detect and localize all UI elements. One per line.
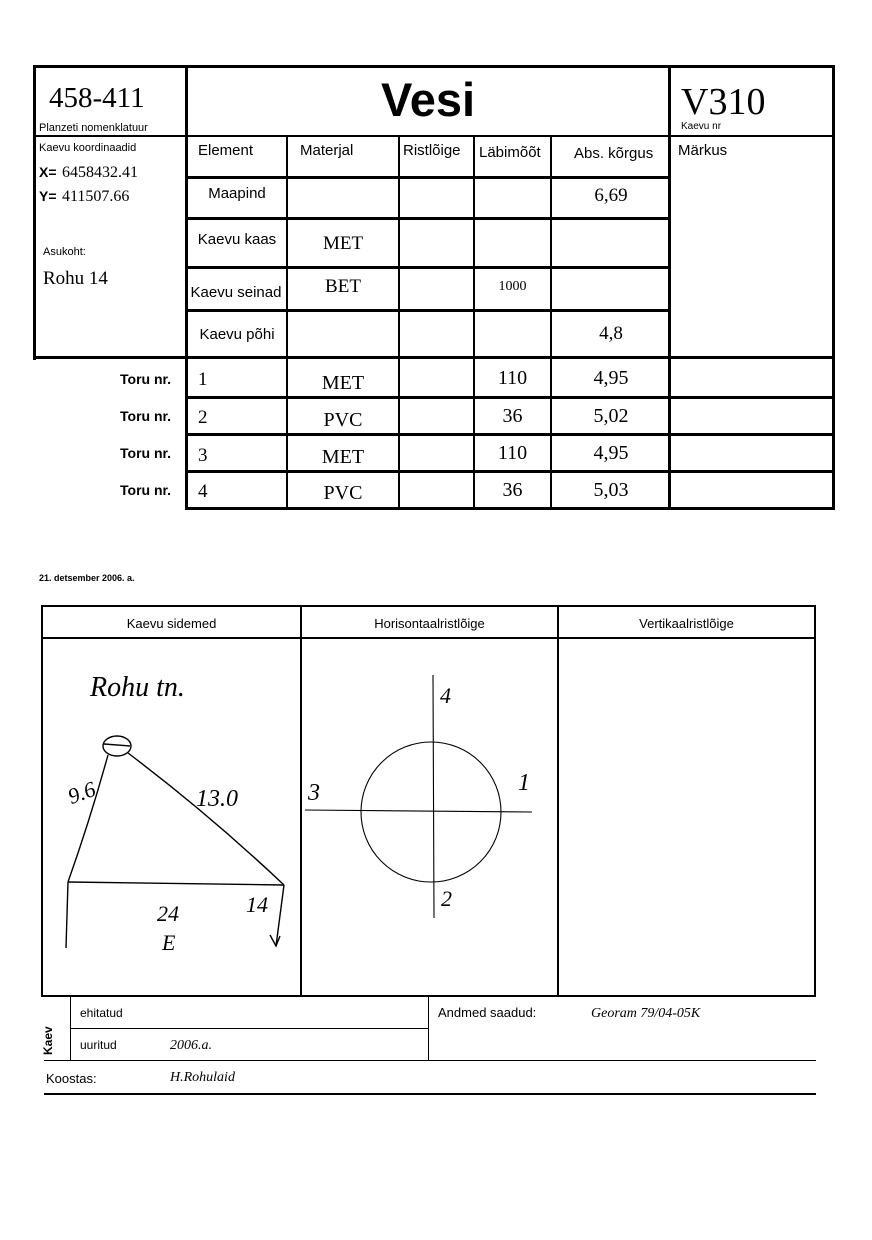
coordinates-label: Kaevu koordinaadid <box>39 142 137 154</box>
row-element: Maapind <box>208 185 266 202</box>
horizontal-section-sketch <box>305 675 532 918</box>
pipe-diameter: 36 <box>502 405 523 427</box>
built-label: ehitatud <box>80 1006 123 1020</box>
handwritten-street: Rohu tn. <box>90 672 185 703</box>
pipe-axis-horizontal <box>305 810 532 812</box>
pipe-material: PVC <box>323 409 363 431</box>
row-diameter: 1000 <box>498 279 527 294</box>
handwritten-pipe-number: 4 <box>440 683 451 708</box>
row-element: Kaevu põhi <box>199 326 275 343</box>
pipe-label: Toru nr. <box>120 445 172 461</box>
pipe-label: Toru nr. <box>120 408 172 424</box>
pipe-diameter: 110 <box>497 442 528 464</box>
col-element: Element <box>198 142 254 159</box>
row-element: Kaevu seinad <box>190 284 282 301</box>
col-abs-height: Abs. kõrgus <box>574 145 654 162</box>
surveyed-value: 2006.a. <box>170 1038 212 1053</box>
document-date: 21. detsember 2006. a. <box>39 573 135 583</box>
sketch-header-connections: Kaevu sidemed <box>126 616 217 631</box>
well-number-label: Kaevu nr <box>681 121 722 132</box>
surveyed-label: uuritud <box>80 1038 117 1052</box>
x-value: 6458432.41 <box>62 164 138 181</box>
connection-line <box>128 753 284 885</box>
col-section: Ristlõige <box>403 142 461 159</box>
pipe-label: Toru nr. <box>120 482 172 498</box>
handwritten-distance: 24 <box>157 901 179 926</box>
pipe-abs-height: 5,03 <box>593 479 629 501</box>
x-label: X= <box>39 164 57 180</box>
side-label: Kaev <box>41 1026 55 1055</box>
pipe-number: 4 <box>198 481 208 502</box>
col-notes: Märkus <box>678 142 728 159</box>
pipe-diameter: 110 <box>497 367 528 389</box>
page-title: Vesi <box>380 73 476 126</box>
location-label: Asukoht: <box>43 246 86 258</box>
well-number: V310 <box>681 81 766 123</box>
row-abs-height: 6,69 <box>594 185 628 206</box>
sheet-number-label: Planzeti nomenklatuur <box>39 122 148 134</box>
pipe-abs-height: 5,02 <box>593 405 629 427</box>
sketch-header-horizontal: Horisontaalristlõige <box>374 616 485 631</box>
pipe-material: MET <box>321 446 365 468</box>
pipe-diameter: 36 <box>502 479 523 501</box>
sketch-header-vertical: Vertikaalristlõige <box>639 616 734 631</box>
pipe-material: PVC <box>323 482 363 504</box>
handwritten-pipe-number: 2 <box>441 886 452 911</box>
author-label: Koostas: <box>46 1071 97 1086</box>
sheet-number: 458-411 <box>49 82 145 114</box>
y-label: Y= <box>39 188 57 204</box>
row-element: Kaevu kaas <box>197 231 277 248</box>
data-source-label: Andmed saadud: <box>438 1005 537 1020</box>
pipe-abs-height: 4,95 <box>593 442 629 464</box>
pipe-label: Toru nr. <box>120 371 172 387</box>
pipe-number: 3 <box>198 445 208 466</box>
handwritten-distance: 13.0 <box>196 786 238 812</box>
handwritten-corner: 14 <box>246 892 268 917</box>
pipe-number: 1 <box>198 369 208 390</box>
col-diameter: Läbimõõt <box>479 144 541 161</box>
handwritten-e: E <box>162 930 176 955</box>
connection-line <box>68 882 284 885</box>
row-abs-height: 4,8 <box>599 323 623 344</box>
pipe-material: MET <box>321 372 365 394</box>
pipe-abs-height: 4,95 <box>593 367 629 389</box>
pipe-number: 2 <box>198 407 208 428</box>
handwritten-pipe-number: 1 <box>518 770 530 796</box>
col-material: Materjal <box>300 142 354 159</box>
row-material: MET <box>322 233 364 254</box>
row-material: BET <box>325 276 361 297</box>
y-value: 411507.66 <box>62 188 130 205</box>
handwritten-distance: 9.6 <box>64 776 99 809</box>
handwritten-pipe-number: 3 <box>308 780 320 806</box>
author-value: H.Rohulaid <box>170 1070 235 1085</box>
data-source-value: Georam 79/04-05K <box>591 1006 701 1021</box>
connection-line <box>68 755 108 882</box>
location-value: Rohu 14 <box>43 268 108 289</box>
